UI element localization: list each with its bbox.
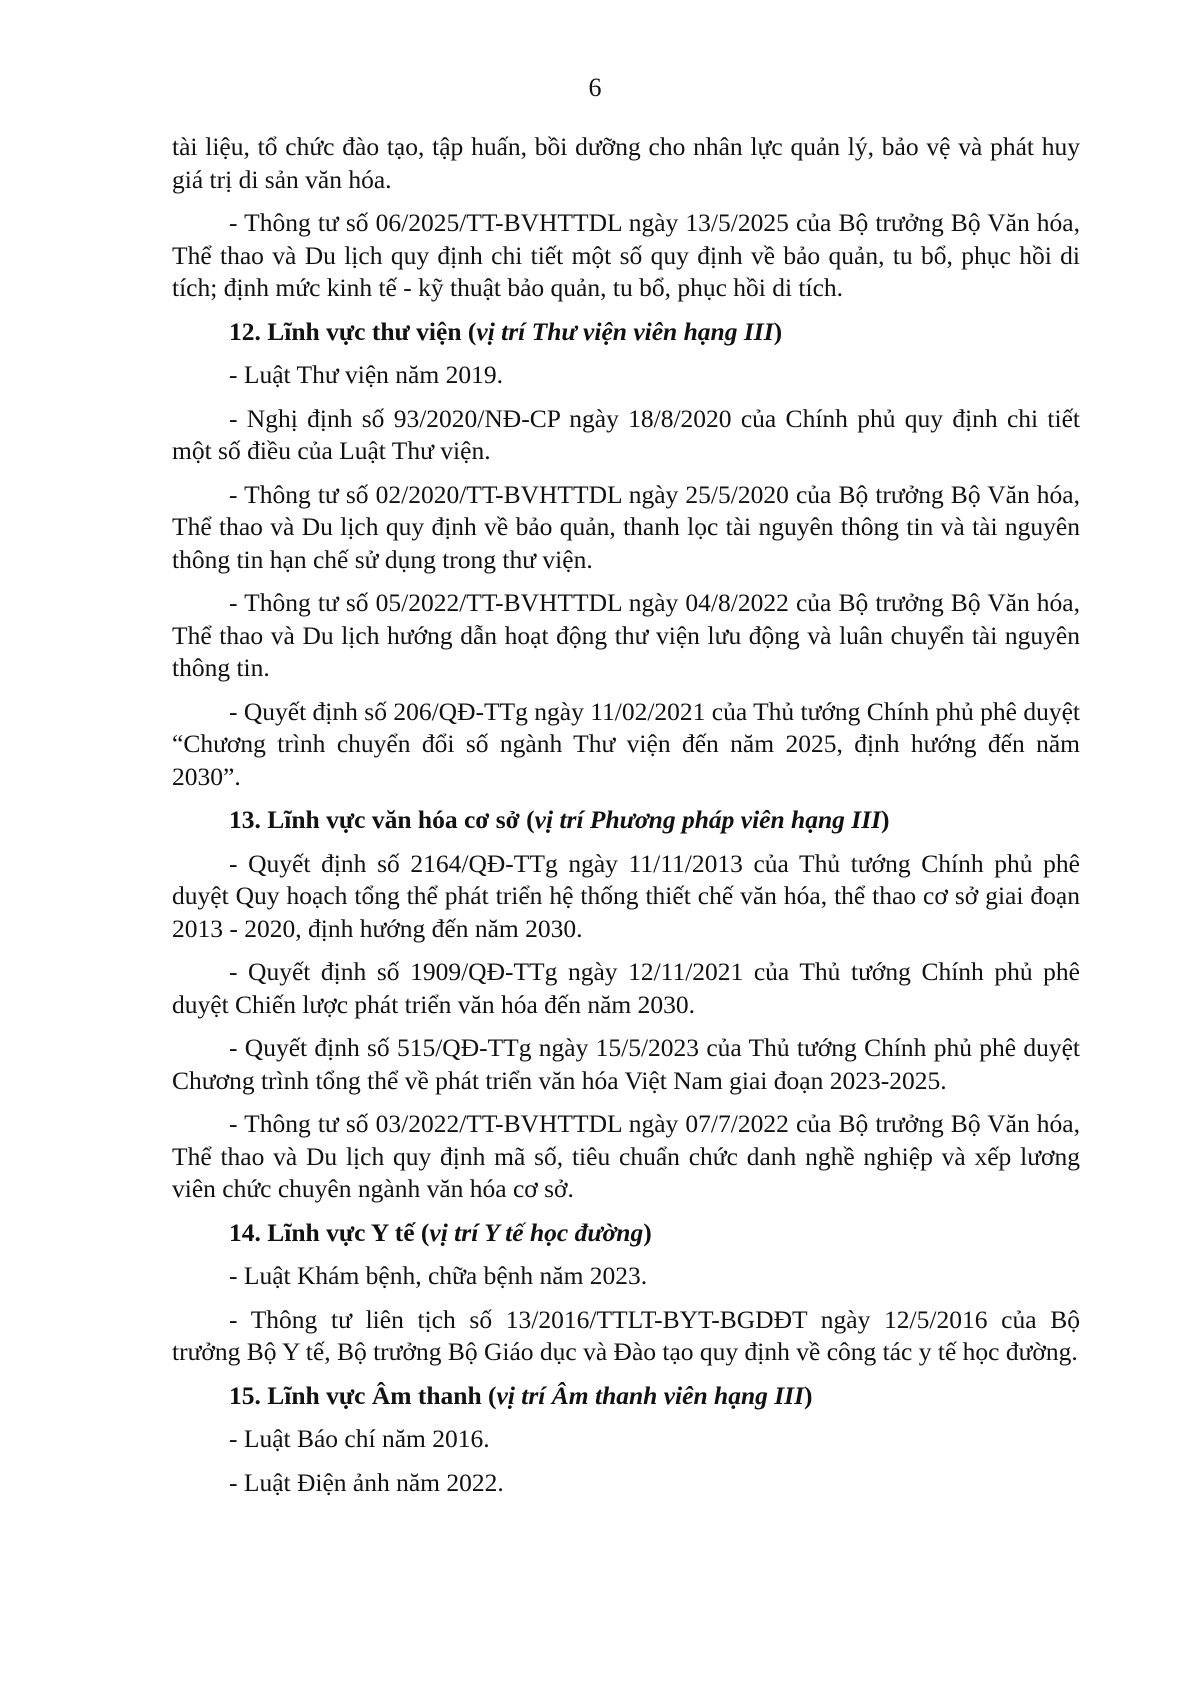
section-heading-15 [172, 1380, 1080, 1413]
heading-suffix: ) [773, 316, 783, 346]
heading-prefix: 12. Lĩnh vực thư viện ( [229, 316, 477, 346]
list-item-law: - Luật Thư viện năm 2019. [229, 360, 503, 389]
list-item-decision: - Quyết định số 1909/QĐ-TTg ngày 12/11/2021 của Thủ tướng Chính phủ phê duyệt Chiến lược phát triển văn hóa đến năm 2030. [172, 957, 1080, 1019]
heading-suffix: ) [804, 1380, 813, 1410]
list-item-circular: - Thông tư số 02/2020/TT-BVHTTDL ngày 25/5/2020 của Bộ trưởng Bộ Văn hóa, Thể thao và Du lịch quy định về bảo quản, thanh lọc tài nguyên thông tin và tài nguyên thông tin hạn chế sử dụng trong thư viện. [172, 479, 1080, 574]
list-item-decision: - Quyết định số 515/QĐ-TTg ngày 15/5/2023 của Thủ tướng Chính phủ phê duyệt Chương trình tổng thể về phát triển văn hóa Việt Nam giai đoạn 2023-2025. [172, 1033, 1080, 1095]
list-item-law: - Luật Báo chí năm 2016. [229, 1424, 490, 1453]
section-heading-13 [172, 804, 1080, 837]
paragraph-continuation: tài liệu, tổ chức đào tạo, tập huấn, bồi dưỡng cho nhân lực quản lý, bảo vệ và phát huy giá trị di sản văn hóa. [172, 132, 1080, 194]
list-item-law: - Luật Điện ảnh năm 2022. [229, 1467, 504, 1497]
list-item-decree: - Nghị định số 93/2020/NĐ-CP ngày 18/8/2020 của Chính phủ quy định chi tiết một số điều của Luật Thư viện. [172, 403, 1080, 465]
heading-position: vị trí Thư viện viên hạng III [476, 316, 774, 346]
heading-position: vị trí Âm thanh viên hạng III [496, 1380, 805, 1410]
list-item-circular: - Thông tư số 05/2022/TT-BVHTTDL ngày 04/8/2022 của Bộ trưởng Bộ Văn hóa, Thể thao và Du lịch hướng dẫn hoạt động thư viện lưu động và luân chuyển tài nguyên thông tin. [172, 588, 1080, 682]
list-item-circular: - Thông tư số 03/2022/TT-BVHTTDL ngày 07/7/2022 của Bộ trưởng Bộ Văn hóa, Thể thao và Du lịch quy định mã số, tiêu chuẩn chức danh nghề nghiệp và xếp lương viên chức chuyên ngành văn hóa cơ sở. [172, 1109, 1080, 1203]
heading-prefix: 14. Lĩnh vực Y tế ( [229, 1217, 430, 1247]
list-item-decision: - Quyết định số 2164/QĐ-TTg ngày 11/11/2013 của Thủ tướng Chính phủ phê duyệt Quy hoạch tổng thể phát triển hệ thống thiết chế văn hóa, thể thao cơ sở giai đoạn 2013 - 2020, định hướng đến năm 2030. [172, 848, 1080, 943]
heading-position: vị trí Y tế học đường [429, 1217, 644, 1247]
document-body [172, 131, 1080, 1499]
paragraph-circular-06-2025: - Thông tư số 06/2025/TT-BVHTTDL ngày 13/5/2025 của Bộ trưởng Bộ Văn hóa, Thể thao và Du lịch quy định chi tiết một số quy định về bảo quản, tu bổ, phục hồi di tích; định mức kinh tế - kỹ thuật bảo quản, tu bổ, phục hồi di tích. [172, 208, 1080, 302]
heading-prefix: 15. Lĩnh vực Âm thanh ( [229, 1380, 497, 1410]
section-heading-14 [172, 1217, 1080, 1250]
heading-suffix: ) [643, 1217, 652, 1247]
list-item-law: - Luật Khám bệnh, chữa bệnh năm 2023. [229, 1261, 648, 1290]
heading-prefix: 13. Lĩnh vực văn hóa cơ sở ( [229, 805, 535, 834]
section-heading-12 [172, 316, 1080, 349]
list-item-decision: - Quyết định số 206/QĐ-TTg ngày 11/02/2021 của Thủ tướng Chính phủ phê duyệt “Chương trình chuyển đổi số ngành Thư viện đến năm 2025, định hướng đến năm 2030”. [172, 696, 1081, 791]
heading-suffix: ) [881, 805, 890, 834]
list-item-joint-circular: - Thông tư liên tịch số 13/2016/TTLT-BYT-BGDĐT ngày 12/5/2016 của Bộ trưởng Bộ Y tế, Bộ trưởng Bộ Giáo dục và Đào tạo quy định về công tác y tế học đường. [172, 1304, 1080, 1366]
heading-position: vị trí Phương pháp viên hạng III [534, 805, 882, 834]
page-number: 6 [588, 73, 602, 102]
